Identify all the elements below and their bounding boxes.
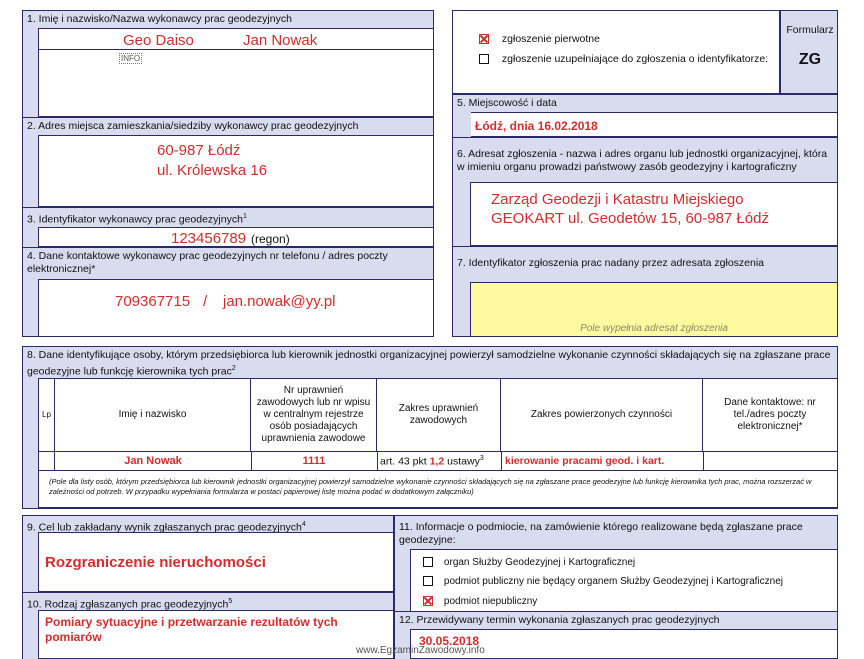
work-type-field[interactable] [38,610,394,659]
contact-separator: / [203,293,208,310]
col-name: Imię i nazwisko [55,379,251,451]
submission-type-box [452,10,780,94]
checkbox-empty-icon[interactable] [423,557,433,567]
addressee-line-1: Zarząd Geodezji i Katastru Miejskiego [491,191,744,208]
client-option-1[interactable]: organ Służby Geodezyjnej i Kartograficznej [423,556,635,568]
section-2-margin [22,135,39,207]
divider [501,452,502,470]
info-stamp: INFO [121,54,141,63]
form-code: ZG [798,51,822,68]
section-7-margin [452,282,471,337]
section-10-margin [22,610,39,659]
identifier-value: 123456789 [171,230,247,247]
persons-table-header [38,378,838,452]
form-badge [780,10,838,94]
section-9-label: 9. Cel lub zakładany wynik zgłaszanych prac geodezyjnych$^4$ [22,515,394,533]
col-license-scope: Zakres uprawnień zawodowych [377,379,501,451]
cell-name: Jan Nowak [124,455,182,467]
cell-lp [39,452,55,470]
checkbox-checked-icon[interactable] [479,34,489,44]
email-value: jan.nowak@yy.pl [223,293,336,310]
addressee-field[interactable] [470,182,838,246]
registry-id-placeholder: Pole wypełnia adresat zgłoszenia [580,323,728,334]
option-initial[interactable]: zgłoszenie pierwotne [479,33,600,45]
work-type-value: Pomiary sytuacyjne i przetwarzanie rezultatów tych pomiarów [45,615,338,644]
col-contact: Dane kontaktowe: nr tel./adres poczty elektronicznej* [724,397,816,432]
section-12-label: 12. Przewidywany termin wykonania zgłaszanych prac geodezyjnych [394,611,838,630]
checkbox-empty-icon[interactable] [423,576,433,586]
company-name: Geo Daiso [123,32,194,49]
divider [377,452,378,470]
col-duties: Zakres powierzonych czynności [501,379,703,451]
identifier-suffix: (regon) [251,232,290,246]
contact-field[interactable] [38,279,434,337]
section-6-label: 6. Adresat zgłoszenia - nazwa i adres organu lub jednostki organizacyjnej, która w imieniu organu prowadzi państwowy zasób geodezyjny i kartograficzny [452,137,838,183]
registry-id-field [470,282,838,337]
name-field[interactable] [38,28,434,50]
col-license-no: Nr uprawnień zawodowych lub nr wpisu w centralnym rejestrze osób posiadających uprawnienia zawodowe [251,379,377,451]
client-option-2[interactable]: podmiot publiczny nie będący organem Służby Geodezyjnej i Kartograficznej [423,575,783,587]
purpose-field[interactable] [38,532,394,592]
identifier-field[interactable] [38,227,434,247]
section-4-margin [22,279,39,337]
section-7-label: 7. Identyfikator zgłoszenia prac nadany przez adresata zgłoszenia [452,246,838,283]
watermark: www.EgzaminZawodowy.info [356,645,485,656]
section-2-label: 2. Adres miejsca zamieszkania/siedziby wykonawcy prac geodezyjnych [22,117,434,136]
purpose-value: Rozgraniczenie nieruchomości [45,554,266,571]
address-line-1: 60-987 Łódź [157,142,241,159]
deadline-value: 30.05.2018 [419,634,480,648]
section-8-note: (Pole dla listy osób, którym przedsiębiorca lub kierownik jednostki organizacyjnej powierzył samodzielne wykonanie czynności składających się na zgłaszane prace geodezyjne lub funkcję kierownika tych prac, można rozszerzać w zależności od potrzeb. W przypadku wypełniania formularza w postaci papierowej listę można podać w dodatkowym załączniku) [38,471,838,508]
phone-value: 709367715 [115,293,191,310]
form-label: Formularz [786,24,834,36]
section-11-margin [394,549,411,612]
section-3-margin [22,227,39,247]
place-date-field[interactable] [470,112,838,137]
person-name: Jan Nowak [243,32,318,49]
section-8-label: 8. Dane identyfikujące osoby, którym przedsiębiorca lub kierownik jednostki organizacyjnej powierzył samodzielne wykonanie czynności składających się na zgłaszane prace geodezyjne lub funkcję kierownika tych prac$^2$ [22,346,838,378]
section-1-label: 1. Imię i nazwisko/Nazwa wykonawcy prac geodezyjnych [22,10,434,29]
section-5-margin [452,112,471,137]
address-field[interactable] [38,135,434,207]
section-4-label: 4. Dane kontaktowe wykonawcy prac geodezyjnych nr telefonu / adres poczty elektronicznej* [22,247,434,280]
col-lp: Lp [39,379,55,451]
table-row[interactable] [38,451,838,471]
section-6-margin [452,182,471,246]
addressee-line-2: GEOKART ul. Geodetów 15, 60-987 Łódź [491,210,769,227]
option-supplementary[interactable]: zgłoszenie uzupełniające do zgłoszenia o identyfikatorze: [479,53,768,65]
checkbox-checked-icon[interactable] [423,596,433,606]
cell-license-scope: art. 43 pkt 1,2 ustawy$^3$ [380,455,484,468]
section-10-label: 10. Rodzaj zgłaszanych prac geodezyjnych$^5$ [22,592,394,611]
client-option-3[interactable]: podmiot niepubliczny [423,595,537,607]
cell-license-no: 1111 [302,455,326,467]
divider [703,452,704,470]
section-9-margin [22,532,39,592]
section-11-label: 11. Informacje o podmiocie, na zamówienie którego realizowane będą zgłaszane prace geodezyjne: [394,515,838,550]
section-3-label: 3. Identyfikator wykonawcy prac geodezyjnych$^1$ [22,207,434,228]
cell-duties: kierowanie pracami geod. i kart. [505,455,665,467]
name-field-extra[interactable] [38,49,434,117]
checkbox-empty-icon[interactable] [479,54,489,64]
section-5-label: 5. Miejscowość i data [452,94,838,113]
place-date-value: Łódź, dnia 16.02.2018 [475,119,598,133]
address-line-2: ul. Królewska 16 [157,162,268,179]
client-options [410,549,838,612]
